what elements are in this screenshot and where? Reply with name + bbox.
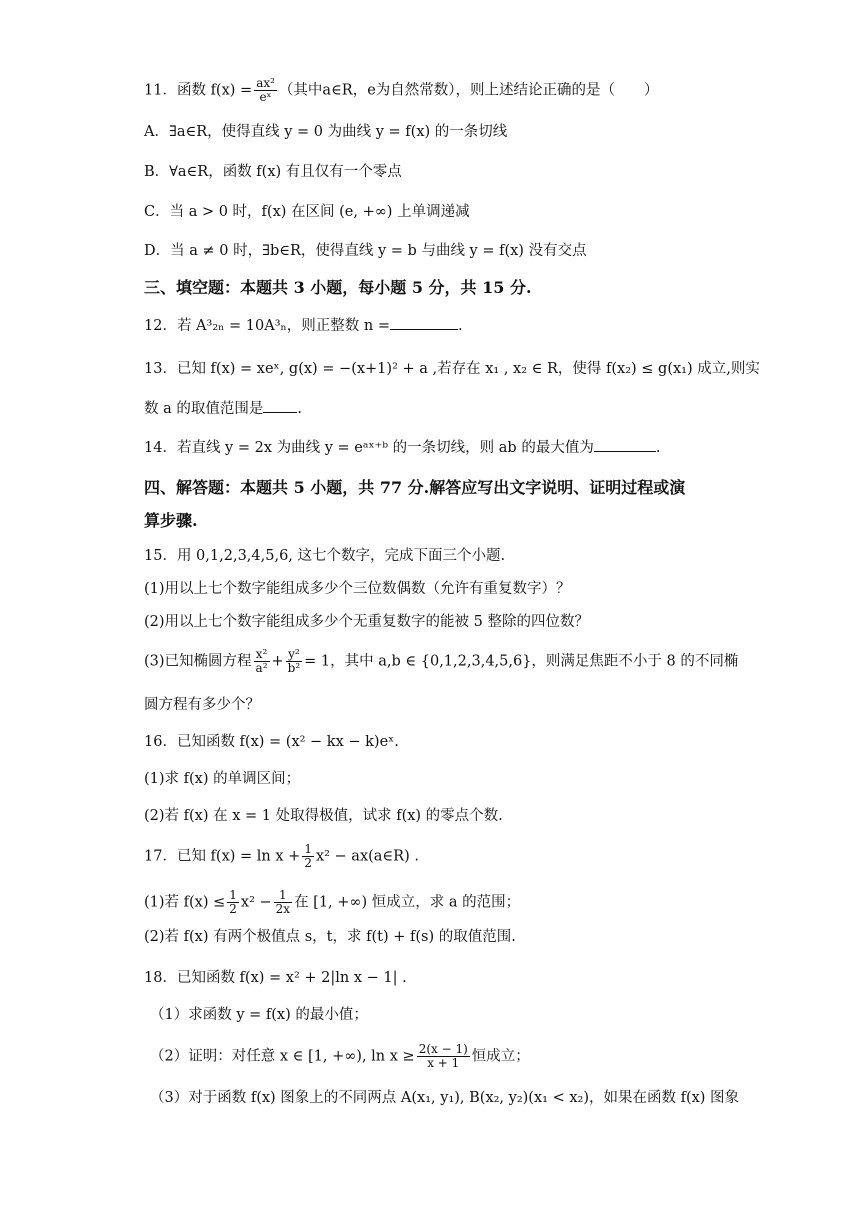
q15-part1: (1)用以上七个数字能组成多少个三位数偶数（允许有重复数字）？ xyxy=(144,581,571,597)
q11-frac-den: eˣ xyxy=(259,90,272,104)
q18-part2-post: 恒成立； xyxy=(471,1048,530,1065)
q14 xyxy=(144,437,740,459)
q18-part2 xyxy=(150,1043,740,1070)
q17-stem-frac-num: 1 xyxy=(304,842,312,856)
q11-stem xyxy=(144,77,740,104)
q11-option-d: D．当 a ≠ 0 时，∃b∈R，使得直线 y = b 与曲线 y = f(x) 没有交点 xyxy=(144,243,587,259)
q15-frac-y xyxy=(286,648,303,675)
q11-option-a: A．∃a∈R，使得直线 y = 0 为曲线 y = f(x) 的一条切线 xyxy=(144,124,508,140)
q18-part2-frac-num: 2(x − 1) xyxy=(418,1042,468,1056)
q17-stem-frac-den: 2 xyxy=(304,856,312,870)
q16-part1: (1)求 f(x) 的单调区间； xyxy=(144,771,301,787)
q17-part1-frac1-num: 1 xyxy=(229,888,237,902)
q18-part2-pre: （2）证明：对任意 x ∈ [1, +∞), ln x ≥ xyxy=(150,1048,415,1065)
q17-stem-frac xyxy=(302,843,314,870)
q17-part1-frac2-den: 2x xyxy=(275,902,291,916)
q17-part1-frac1-den: 2 xyxy=(229,902,237,916)
q15-frac-x-num: x² xyxy=(254,648,270,662)
q17-part1-frac2 xyxy=(274,889,292,916)
q14-answer-blank[interactable] xyxy=(594,437,656,452)
q15-stem: 15．用 0,1,2,3,4,5,6, 这七个数字，完成下面三个小题. xyxy=(144,548,506,564)
q11-func-lhs: f(x) = xyxy=(210,82,253,99)
q16-part2: (2)若 f(x) 在 x = 1 处取得极值，试求 f(x) 的零点个数. xyxy=(144,808,503,824)
q17-part1-pre: (1)若 f(x) ≤ xyxy=(144,894,226,911)
q17-stem-pre: 17．已知 f(x) = ln x + xyxy=(144,848,301,865)
q17-stem-post: x² − ax(a∈R) . xyxy=(315,848,419,865)
q18-part2-frac-den: x + 1 xyxy=(427,1056,460,1070)
q11-stem-pre: 11．函数 xyxy=(144,82,211,99)
q17-part1-post: 在 [1, +∞) 恒成立，求 a 的范围； xyxy=(294,894,521,911)
q15-frac-y-den: b² xyxy=(287,661,301,675)
q12-text: 12．若 A³₂ₙ = 10A³ₙ，则正整数 n = xyxy=(144,318,391,334)
section-4-heading-line2: 算步骤. xyxy=(144,511,198,530)
q18-part2-frac xyxy=(417,1043,470,1070)
q17-part2: (2)若 f(x) 有两个极值点 s，t，求 f(t) + f(s) 的取值范围. xyxy=(144,929,516,945)
q11-option-c: C．当 a > 0 时，f(x) 在区间 (e, +∞) 上单调递减 xyxy=(144,204,470,220)
q12 xyxy=(144,315,740,337)
q18-part1: （1）求函数 y = f(x) 的最小值； xyxy=(150,1007,368,1023)
q11-stem-post: （其中a∈R，e为自然常数），则上述结论正确的是（ ） xyxy=(278,82,659,99)
q15-frac-y-num: y² xyxy=(286,648,303,662)
q12-post: . xyxy=(458,318,463,334)
q17-part1-frac1 xyxy=(227,889,239,916)
q14-post: . xyxy=(655,440,661,456)
q18-part3: （3）对于函数 f(x) 图象上的不同两点 A(x₁, y₁), B(x₂, y₂)(x₁ < x₂)，如果在函数 f(x) 图象 xyxy=(150,1090,740,1106)
q12-answer-blank[interactable] xyxy=(390,315,458,330)
q17-part1-frac2-num: 1 xyxy=(274,889,292,903)
q13-answer-blank[interactable] xyxy=(263,398,297,413)
q15-part3-post: = 1，其中 a,b ∈ {0,1,2,3,4,5,6}，则满足焦距不小于 8 的不同椭 xyxy=(304,653,739,670)
section-3-heading: 三、填空题：本题共 3 小题，每小题 5 分，共 15 分. xyxy=(144,278,532,297)
q13-line2 xyxy=(144,398,740,420)
section-4-heading-line1: 四、解答题：本题共 5 小题，共 77 分.解答应写出文字说明、证明过程或演 xyxy=(144,478,686,497)
q14-text: 14．若直线 y = 2x 为曲线 y = eᵃˣ⁺ᵇ 的一条切线，则 ab 的最大值为 xyxy=(144,440,594,456)
q18-stem: 18．已知函数 f(x) = x² + 2|ln x − 1| . xyxy=(144,970,407,986)
q15-plus: + xyxy=(271,653,284,670)
q17-part1-mid: x² − xyxy=(240,894,272,911)
q17-part1 xyxy=(144,889,740,916)
q11-frac-num: ax² xyxy=(256,76,275,90)
q15-part3-line2: 圆方程有多少个？ xyxy=(144,697,260,713)
q15-part3 xyxy=(144,648,740,675)
q15-frac-x-den: a² xyxy=(255,661,268,675)
q13-line1: 13．已知 f(x) = xeˣ, g(x) = −(x+1)² + a ,若存在 x₁ , x₂ ∈ R，使得 f(x₂) ≤ g(x₁) 成立,则实 xyxy=(144,361,760,377)
q16-stem: 16．已知函数 f(x) = (x² − kx − k)eˣ. xyxy=(144,734,399,750)
q11-fraction xyxy=(254,77,277,104)
q17-stem xyxy=(144,843,740,870)
q13-text: 数 a 的取值范围是 xyxy=(144,401,264,417)
q11-option-b: B．∀a∈R，函数 f(x) 有且仅有一个零点 xyxy=(144,164,402,180)
q15-part3-pre: (3)已知椭圆方程 xyxy=(144,653,252,670)
q13-post: . xyxy=(297,401,302,417)
q15-frac-x xyxy=(254,648,270,675)
q15-part2: (2)用以上七个数字能组成多少个无重复数字的能被 5 整除的四位数？ xyxy=(144,614,589,630)
